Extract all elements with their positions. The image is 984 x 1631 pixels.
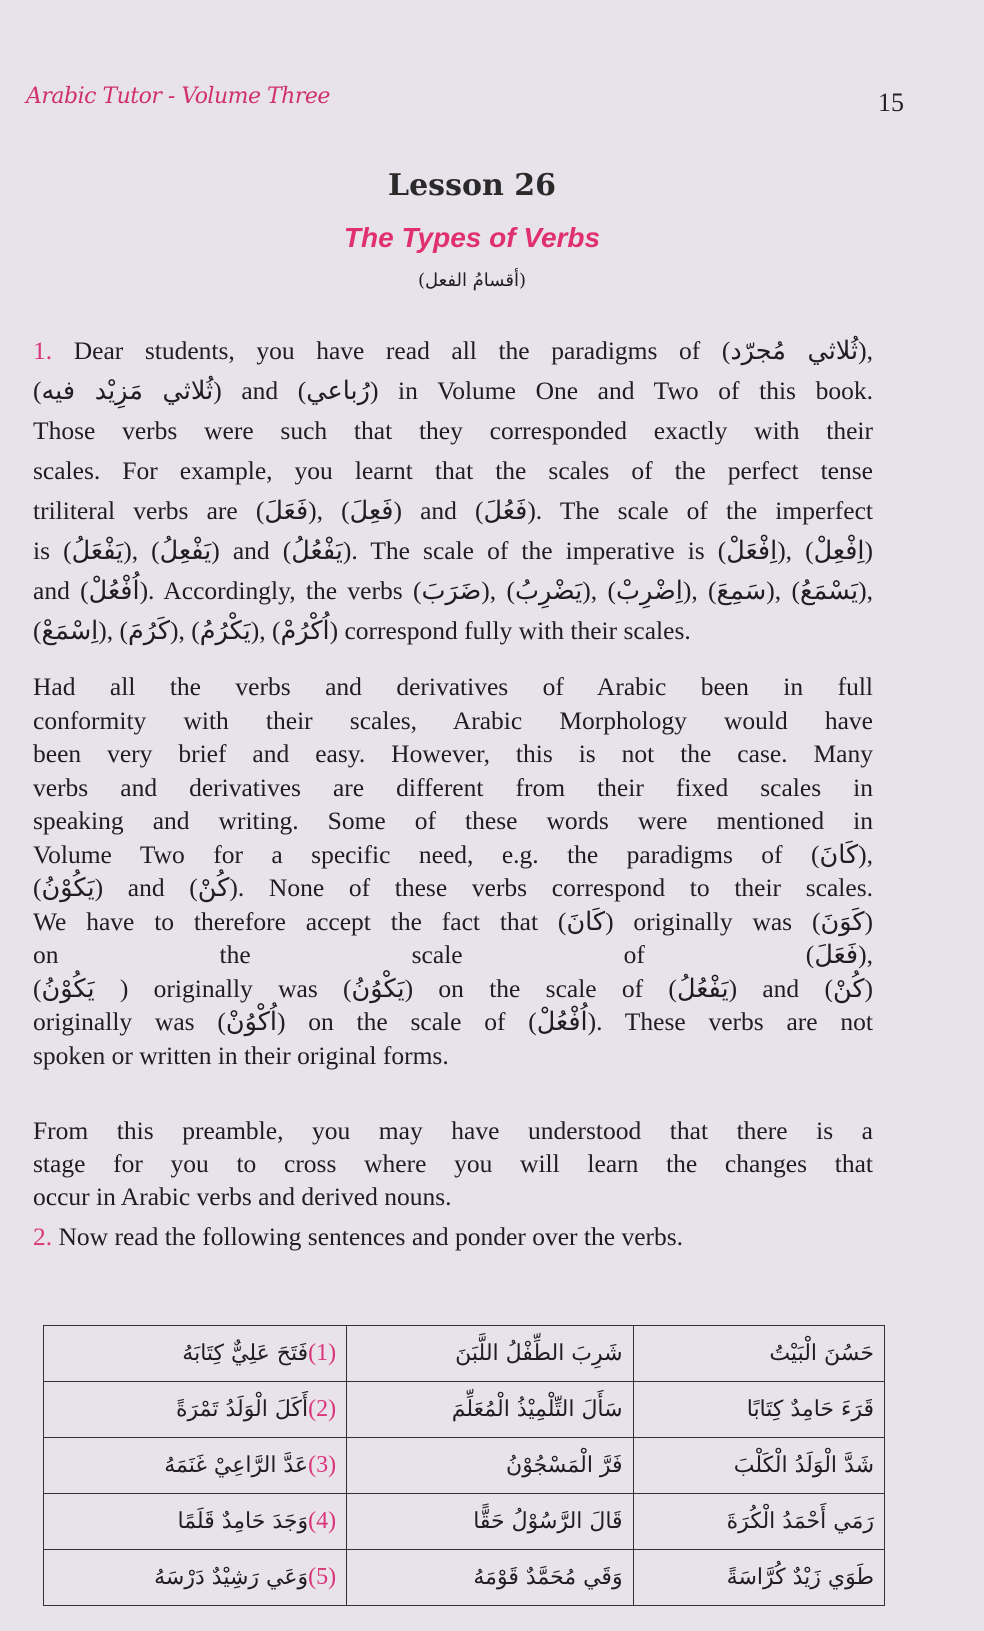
text-line: [33, 907, 873, 941]
table-cell: [633, 1326, 884, 1382]
line-text: triliteral verbs are (فَعَلَ), (فَعِلَ) and (فَعُلَ). The scale of the imperfect: [33, 496, 874, 525]
line-text: speaking and writing. Some of these words were mentioned in: [33, 806, 873, 835]
row-number: (1): [308, 1340, 337, 1366]
paragraph-3: [33, 1116, 873, 1215]
table-cell: [633, 1438, 884, 1494]
text-line: [33, 873, 873, 907]
table-cell: [347, 1494, 633, 1550]
text-line: [33, 376, 873, 416]
line-text: Dear students, you have read all the paradigms of (ثُلاثي مُجرّد),: [73, 336, 873, 365]
text-line: [33, 576, 873, 616]
line-text: We have to therefore accept the fact that (كَانَ) originally was (كَوَنَ): [33, 906, 874, 936]
row-number: (5): [308, 1564, 337, 1590]
text-line: [33, 672, 873, 706]
line-text: stage for you to cross where you will learn the changes that: [33, 1149, 873, 1178]
arabic-sentence: شَرِبَ الطِّفْلُ اللَّبَنَ: [455, 1341, 623, 1366]
row-number: (4): [308, 1508, 337, 1534]
table-row: [44, 1494, 885, 1550]
arabic-sentence: قَالَ الرَّسُوْلُ حَقًّا: [473, 1509, 623, 1534]
text-line: [33, 974, 873, 1008]
running-title: Arabic Tutor - Volume Three: [26, 84, 330, 109]
line-text: (ثُلاثي مَزِيْد فيه) and (رُباعي) in Volume One and Two of this book.: [33, 376, 873, 405]
text-line: [33, 940, 873, 974]
arabic-sentence: طَوَي زَيْدٌ كُرَّاسَةً: [726, 1565, 874, 1590]
table-row: [44, 1382, 885, 1438]
arabic-sentence: أَكَلَ الْوَلَدُ تَمْرَةً: [175, 1397, 309, 1422]
table-cell: [44, 1382, 347, 1438]
line-text: Volume Two for a specific need, e.g. the paradigms of (كَانَ),: [33, 839, 873, 869]
text-line: [33, 416, 873, 456]
table-cell: [44, 1326, 347, 1382]
text-line: [33, 1182, 873, 1215]
text-line: [33, 336, 873, 376]
arabic-sentence: فَرَّ الْمَسْجُوْنُ: [506, 1453, 623, 1478]
table-row: [44, 1326, 885, 1382]
row-number: (2): [308, 1396, 337, 1422]
line-text: Had all the verbs and derivatives of Arabic been in full: [33, 672, 873, 701]
arabic-sentence: وَعَي رَشِيْدٌ دَرْسَهُ: [154, 1565, 309, 1590]
line-text: (يَكُوْنُ) and (كُنْ). None of these verbs correspond to their scales.: [33, 873, 873, 902]
table-cell: [633, 1550, 884, 1606]
line-text: verbs and derivatives are different from their fixed scales in: [33, 772, 873, 802]
table-row: [44, 1550, 885, 1606]
arabic-sentence: حَسُنَ الْبَيْتُ: [769, 1341, 874, 1366]
table-cell: [347, 1550, 633, 1606]
arabic-sentence: رَمَي أَحْمَدُ الْكُرَةَ: [726, 1509, 874, 1534]
paragraph-2: [33, 672, 873, 1074]
text-line: [33, 739, 873, 773]
row-number: (3): [308, 1452, 337, 1478]
line-text: and (اُفْعُلْ). Accordingly, the verbs (ضَرَبَ), (يَضْرِبُ), (اِضْرِبْ), (سَمِعَ), (يَسْمَعُ),: [33, 576, 873, 605]
line-text: From this preamble, you may have understood that there is a: [33, 1116, 873, 1145]
text-line: [33, 616, 873, 656]
text-line: [33, 806, 873, 840]
table-cell: [347, 1438, 633, 1494]
text-line: [33, 456, 873, 496]
arabic-sentence: شَدَّ الْوَلَدُ الْكَلْبَ: [733, 1453, 874, 1478]
arabic-sentence: قَرَءَ حَامِدٌ كِتَابًا: [746, 1397, 874, 1422]
arabic-sentence: وَجَدَ حَامِدٌ قَلَمًا: [177, 1509, 309, 1534]
lesson-subtitle: The Types of Verbs: [343, 222, 601, 253]
text-line: [33, 1041, 873, 1075]
table-cell: [44, 1438, 347, 1494]
line-text: on the scale of (فَعَلَ),: [33, 940, 873, 969]
table-cell: [347, 1382, 633, 1438]
line-text: is (يَفْعَلُ), (يَفْعِلُ) and (يَفْعُلُ). The scale of the imperative is (اِفْعَلْ), (اِفْعِلْ): [33, 536, 874, 565]
arabic-sentence: سَأَلَ التِّلْمِيْذُ الْمُعَلِّمَ: [451, 1397, 623, 1422]
text-line: [33, 1116, 873, 1149]
line-text: scales. For example, you learnt that the scales of the perfect tense: [33, 456, 873, 485]
paragraph-number: 2.: [33, 1222, 53, 1251]
line-text: spoken or written in their original forms.: [33, 1040, 449, 1070]
line-text: (اِسْمَعْ), (كَرُمَ), (يَكْرُمُ), (اُكْرُمْ) correspond fully with their scales.: [33, 616, 691, 645]
table-cell: [633, 1494, 884, 1550]
page-number: 15: [878, 88, 904, 117]
paragraph-number: 1.: [33, 336, 53, 365]
lesson-title: Lesson 26: [388, 168, 556, 203]
table-cell: [633, 1382, 884, 1438]
line-text: been very brief and easy. However, this is not the case. Many: [33, 739, 873, 768]
arabic-subtitle: (أقسامُ الفعل): [418, 270, 526, 291]
text-line: [33, 773, 873, 807]
line-text: occur in Arabic verbs and derived nouns.: [33, 1182, 452, 1211]
text-line: [33, 1149, 873, 1182]
text-line: [33, 536, 873, 576]
table-cell: [44, 1550, 347, 1606]
text-line: [33, 840, 873, 874]
arabic-sentence: فَتَحَ عَلِيٌّ كِتَابَهُ: [182, 1341, 309, 1366]
arabic-sentence: عَدَّ الرَّاعِيْ غَنَمَهُ: [164, 1453, 309, 1478]
line-text: (يَكُوْنُ ) originally was (يَكْوُنُ) on the scale of (يَفْعُلُ) and (كُنْ): [33, 973, 874, 1003]
line-text: originally was (اُكْوُنْ) on the scale of (اُفْعُلْ). These verbs are not: [33, 1007, 873, 1036]
line-text: Those verbs were such that they corresponded exactly with their: [33, 416, 873, 445]
arabic-sentence: وَقَي مُحَمَّدٌ قَوْمَهُ: [473, 1565, 623, 1590]
table-cell: [347, 1326, 633, 1382]
example-sentences-table: [43, 1325, 885, 1606]
table-cell: [44, 1494, 347, 1550]
paragraph-4: [33, 1222, 873, 1252]
paragraph-1: [33, 336, 873, 656]
text-line: [33, 496, 873, 536]
text-line: [33, 706, 873, 740]
paragraph-text: Now read the following sentences and ponder over the verbs.: [58, 1222, 684, 1251]
text-line: [33, 1007, 873, 1041]
table-row: [44, 1438, 885, 1494]
line-text: conformity with their scales, Arabic Morphology would have: [33, 705, 873, 735]
